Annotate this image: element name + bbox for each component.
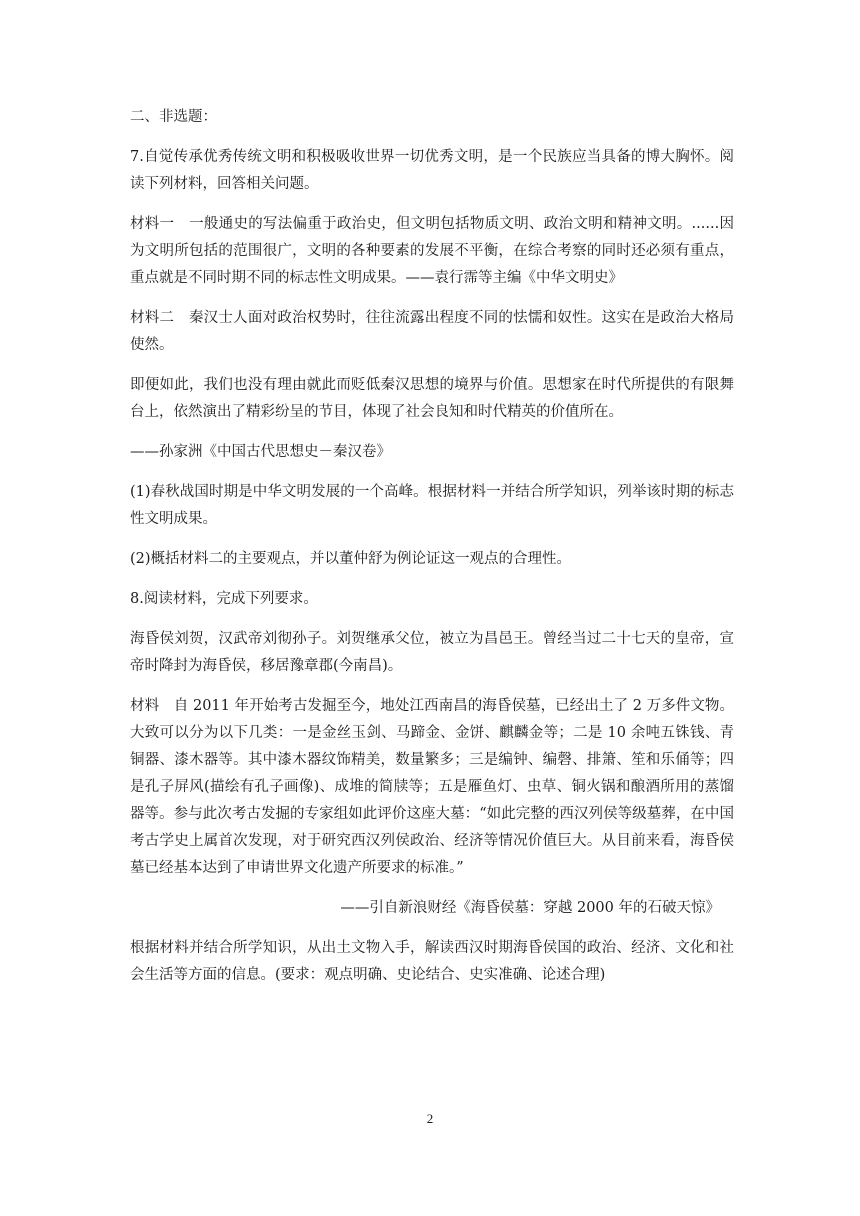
question-8-intro: 8.阅读材料，完成下列要求。 [130,591,318,607]
question-8-citation: ——引自新浪财经《海昏侯墓：穿越 2000 年的石破天惊》 [340,900,720,916]
question-8-task: 根据材料并结合所学知识，从出土文物入手，解读西汉时期海昏侯国的政治、经济、文化和社会生活等方面的信息。(要求：观点明确、史论结合、史实准确、论述合理) [130,940,734,983]
question-8-background: 海昏侯刘贺，汉武帝刘彻孙子。刘贺继承父位，被立为昌邑王。曾经当过二十七天的皇帝，宣帝时降封为海昏侯，移居豫章郡(今南昌)。 [130,631,734,674]
question-7-material-2: 材料二 秦汉士人面对政治权势时，往往流露出程度不同的怯懦和奴性。这实在是政治大格局使然。 [130,310,734,353]
question-7-material-2-continued: 即便如此，我们也没有理由就此而贬低秦汉思想的境界与价值。思想家在时代所提供的有限舞台上，依然演出了精彩纷呈的节目，体现了社会良知和时代精英的价值所在。 [130,377,734,420]
page-number: 2 [426,1111,434,1126]
question-7-subquestion-2: (2)概括材料二的主要观点，并以董仲舒为例论证这一观点的合理性。 [130,551,572,567]
question-7-material-1: 材料一 一般通史的写法偏重于政治史，但文明包括物质文明、政治文明和精神文明。......因为文明所包括的范围很广，文明的各种要素的发展不平衡，在综合考察的同时还必须有重点，重点就是不同时期不同的标志性文明成果。——袁行霈等主编《中华文明史》 [130,216,734,286]
section-heading: 二、非选题： [130,109,217,125]
question-7-subquestion-1: (1)春秋战国时期是中华文明发展的一个高峰。根据材料一并结合所学知识，列举该时期的标志性文明成果。 [130,484,734,527]
question-7-intro: 7.自觉传承优秀传统文明和积极吸收世界一切优秀文明，是一个民族应当具备的博大胸怀。阅读下列材料，回答相关问题。 [130,149,734,192]
page-content [130,104,734,1002]
question-8-material: 材料 自 2011 年开始考古发掘至今，地处江西南昌的海昏侯墓，已经出土了 2 万多件文物。大致可以分为以下几类：一是金丝玉剑、马蹄金、金饼、麒麟金等；二是 10 余吨五铢钱、青铜器、漆木器等。其中漆木器纹饰精美，数量繁多；三是编钟、编磬、排箫、笙和乐俑等；四是孔子屏风(描绘有孔子画像)、成堆的简牍等；五是雁鱼灯、虫草、铜火锅和酿酒所用的蒸馏器等。参与此次考古发掘的专家组如此评价这座大墓：“如此完整的西汉列侯等级墓葬，在中国考古学史上属首次发现，对于研究西汉列侯政治、经济等情况价值巨大。从目前来看，海昏侯墓已经基本达到了申请世界文化遗产所要求的标准。” [130,698,734,876]
question-7-material-2-citation: ——孙家洲《中国古代思想史－秦汉卷》 [130,444,391,460]
